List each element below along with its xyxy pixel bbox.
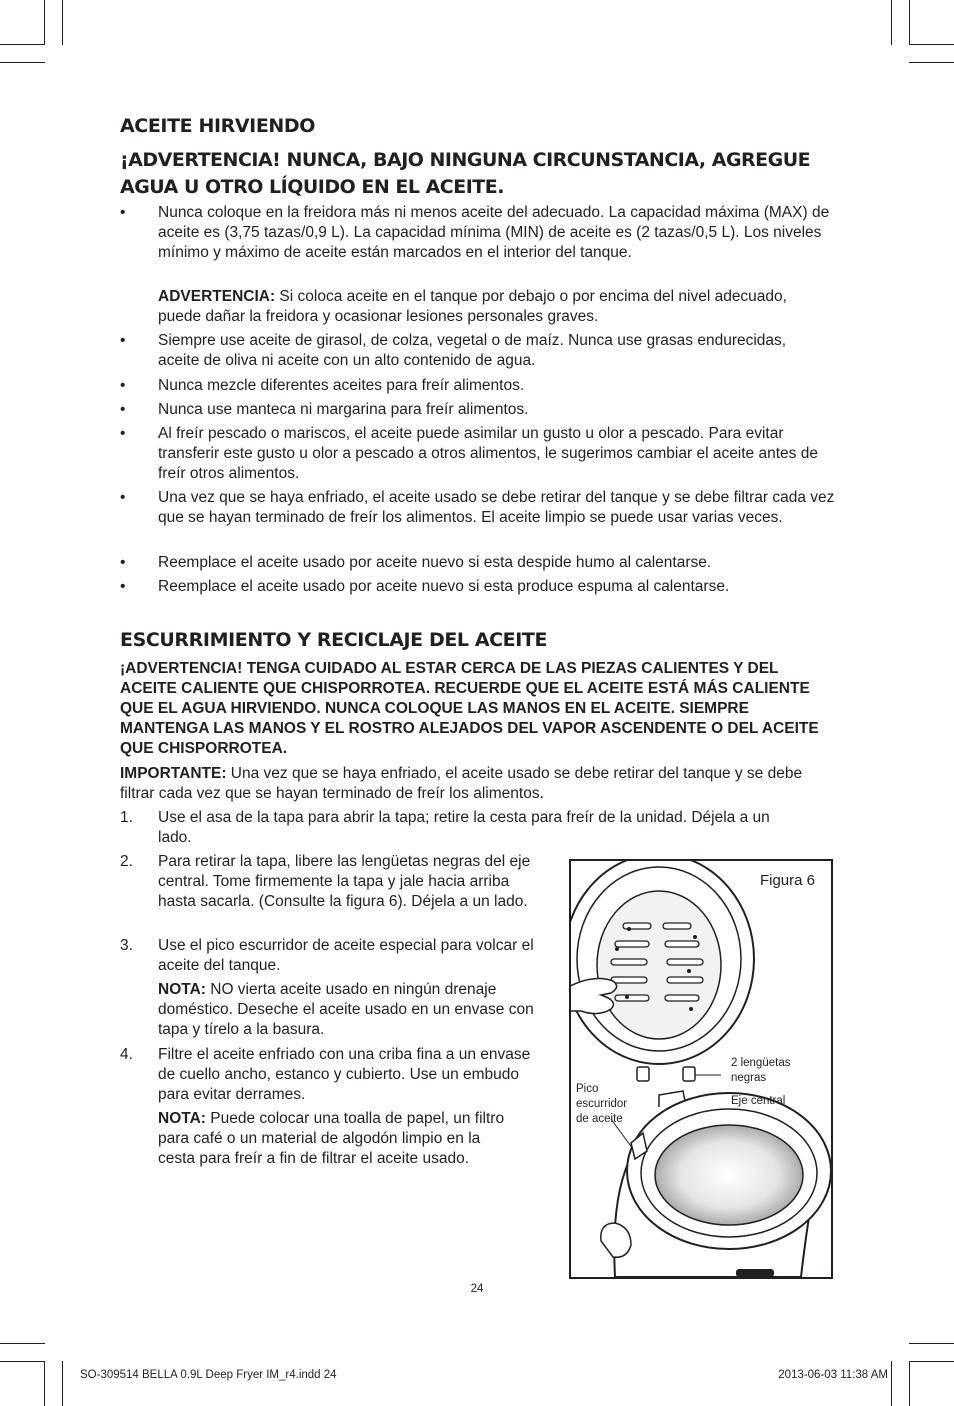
nota-paragraph xyxy=(158,1109,518,1169)
step-number: 2. xyxy=(120,853,133,870)
section-title-aceite-hirviendo: ACEITE HIRVIENDO xyxy=(120,115,316,137)
crop-mark xyxy=(909,1343,954,1344)
importante-text: Una vez que se haya enfriado, el aceite usado se debe retirar del tanque y se debe filtrar cada vez que se hayan terminado de freír los alimentos. xyxy=(120,765,803,802)
slug-date: 2013-06-03 11:38 AM xyxy=(778,1369,888,1381)
bullet-item: Reemplace el aceite usado por aceite nuevo si esta produce espuma al calentarse. xyxy=(158,578,730,595)
crop-mark xyxy=(0,1343,45,1344)
step-text: Para retirar la tapa, libere las lengüetas negras del eje central. Tome firmemente la tapa y jale hacia arriba hasta sacarla. (Consulte la figura 6). Déjela a un lado. xyxy=(158,853,531,910)
nota-label: NOTA: xyxy=(158,1110,206,1127)
importante-label: IMPORTANTE: xyxy=(120,765,227,782)
bullet-marker: • xyxy=(120,489,126,506)
callout-tabs-line: negras xyxy=(731,1072,767,1084)
deep-fryer-illustration xyxy=(571,861,831,1277)
callout-spout-line: Pico xyxy=(576,1083,599,1095)
advertencia-text: Si coloca aceite en el tanque por debajo o por encima del nivel adecuado, puede dañar la freidora y ocasionar lesiones personales graves. xyxy=(158,288,787,325)
callout-tabs xyxy=(731,1056,790,1086)
crop-mark xyxy=(891,1361,892,1406)
bullet-marker: • xyxy=(120,578,126,595)
page-number: 24 xyxy=(470,1283,484,1295)
step-text: Filtre el aceite enfriado con una criba fina a un envase de cuello ancho, estanco y cubierto. Use un embudo para evitar derrames. xyxy=(158,1046,531,1103)
crop-mark xyxy=(891,0,892,45)
bullet-item: Una vez que se haya enfriado, el aceite usado se debe retirar del tanque y se debe filtrar cada vez que se hayan terminado de freír los alimentos. El aceite limpio se puede usar varias veces. xyxy=(158,489,835,526)
importante-paragraph xyxy=(120,764,832,804)
step-number: 3. xyxy=(120,937,133,954)
bullet-item: Siempre use aceite de girasol, de colza, vegetal o de maíz. Nunca use grasas endurecidas, aceite de oliva ni aceite con un alto contenido de agua. xyxy=(158,332,787,369)
figure-6 xyxy=(569,859,833,1279)
callout-spout-line: de aceite xyxy=(576,1113,623,1125)
warning-heading: ¡ADVERTENCIA! NUNCA, BAJO NINGUNA CIRCUNSTANCIA, AGREGUE AGUA U OTRO LÍQUIDO EN EL ACEITE. xyxy=(120,149,811,198)
crop-mark xyxy=(0,44,45,45)
crop-mark xyxy=(0,1361,45,1362)
bullet-marker: • xyxy=(120,204,126,221)
step-number: 1. xyxy=(120,809,133,826)
bullet-marker: • xyxy=(120,425,126,442)
nota-label: NOTA: xyxy=(158,981,206,998)
fryer-body-graphic xyxy=(601,1093,831,1277)
bullet-item: Nunca use manteca ni margarina para freír alimentos. xyxy=(158,401,529,418)
bullet-marker: • xyxy=(120,401,126,418)
bullet-item: Al freír pescado o mariscos, el aceite puede asimilar un gusto u olor a pescado. Para evitar transferir este gusto u olor a pescado a otros alimentos, le sugerimos cambiar el aceite antes de freír otros alimentos. xyxy=(158,425,818,482)
advertencia-note xyxy=(158,287,828,327)
crop-mark xyxy=(909,1361,954,1362)
bullet-marker: • xyxy=(120,332,126,349)
bullet-marker: • xyxy=(120,554,126,571)
lid-graphic xyxy=(571,861,754,1081)
crop-mark xyxy=(909,0,910,45)
crop-mark xyxy=(0,62,45,63)
callout-tabs-line: 2 lengüetas xyxy=(731,1057,791,1069)
crop-mark xyxy=(44,0,45,45)
callout-spout xyxy=(576,1082,627,1127)
step-number: 4. xyxy=(120,1046,133,1063)
crop-mark xyxy=(62,1361,63,1406)
step-text: Use el asa de la tapa para abrir la tapa; retire la cesta para freír de la unidad. Déjela a un lado. xyxy=(158,809,770,846)
warning-paragraph: ¡ADVERTENCIA! TENGA CUIDADO AL ESTAR CERCA DE LAS PIEZAS CALIENTES Y DEL ACEITE CALIENTE QUE CHISPORROTEA. RECUERDE QUE EL ACEITE ESTÁ MÁS CALIENTE QUE EL AGUA HIRVIENDO. NUNCA COLOQUE LAS MANOS EN EL ACEITE. SIEMPRE MANTENGA LAS MANOS Y EL ROSTRO ALEJADOS DEL VAPOR ASCENDENTE O DEL ACEITE QUE CHISPORROTEA. xyxy=(120,660,819,757)
bullet-item: Reemplace el aceite usado por aceite nuevo si esta despide humo al calentarse. xyxy=(158,554,712,571)
crop-mark xyxy=(909,44,954,45)
nota-text: NO vierta aceite usado en ningún drenaje doméstico. Deseche el aceite usado en un envase con tapa y tírelo a la basura. xyxy=(158,981,534,1038)
crop-mark xyxy=(44,1361,45,1406)
figure-label: Figura 6 xyxy=(759,872,815,889)
bullet-item: Nunca mezcle diferentes aceites para freír alimentos. xyxy=(158,377,525,394)
slug-file: SO-309514 BELLA 0.9L Deep Fryer IM_r4.indd 24 xyxy=(80,1369,337,1381)
crop-mark xyxy=(62,0,63,45)
callout-central-axis: Eje central xyxy=(731,1095,786,1107)
bullet-item: Nunca coloque en la freidora más ni menos aceite del adecuado. La capacidad máxima (MAX) de aceite es (3,75 tazas/0,9 L). La capacidad mínima (MIN) de aceite es (2 tazas/0,5 L). Los niveles mínimo y máximo de aceite están marcados en el interior del tanque. xyxy=(158,204,830,261)
crop-mark xyxy=(909,1361,910,1406)
nota-paragraph xyxy=(158,980,543,1040)
bullet-marker: • xyxy=(120,377,126,394)
callout-spout-line: escurridor xyxy=(576,1098,628,1110)
advertencia-label: ADVERTENCIA: xyxy=(158,288,276,305)
nota-text: Puede colocar una toalla de papel, un filtro para café o un material de algodón limpio en la cesta para freír a fin de filtrar el aceite usado. xyxy=(158,1110,505,1167)
crop-mark xyxy=(909,62,954,63)
step-text: Use el pico escurridor de aceite especial para volcar el aceite del tanque. xyxy=(158,937,534,974)
section-title-escurrimiento: ESCURRIMIENTO Y RECICLAJE DEL ACEITE xyxy=(120,629,548,651)
